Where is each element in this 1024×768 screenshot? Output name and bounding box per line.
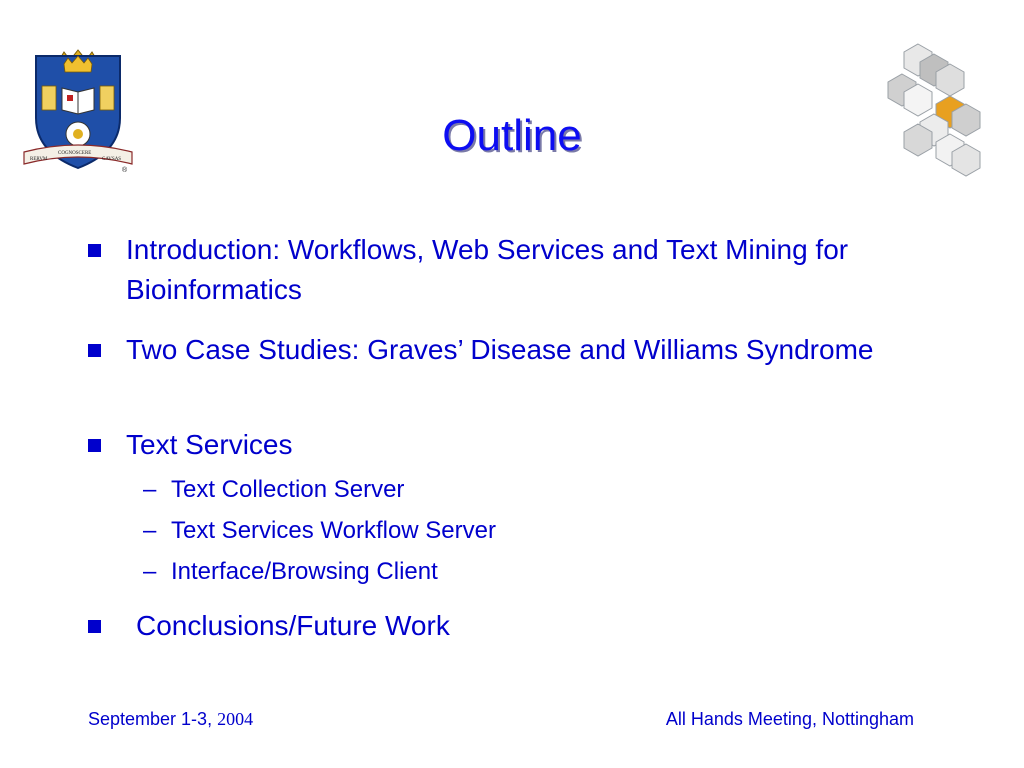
footer-date-text: September 1-3,	[88, 709, 218, 729]
square-bullet-icon	[88, 244, 101, 257]
sheaf-icon-left	[42, 86, 56, 110]
sub-bullet-text: Text Collection Server	[171, 476, 405, 503]
sub-bullet-item	[143, 556, 843, 588]
motto-middle: COGNOSCERE	[58, 151, 92, 156]
registered-mark: ®	[122, 167, 128, 174]
bullet-item	[88, 230, 888, 310]
bullet-text: Introduction: Workflows, Web Services and Text Mining for Bioinformatics	[126, 234, 849, 305]
sub-bullet-item	[143, 474, 843, 506]
square-bullet-icon	[88, 620, 101, 633]
bullet-text: Text Services	[126, 429, 293, 460]
footer-event: All Hands Meeting, Nottingham	[665, 709, 914, 729]
motto-right: CAVSAS	[102, 157, 122, 162]
bullet-text: Conclusions/Future Work	[136, 610, 450, 641]
bullet-item	[88, 425, 888, 465]
square-bullet-icon	[88, 439, 101, 452]
dash-marker: –	[143, 476, 157, 503]
sheaf-icon-right	[100, 86, 114, 110]
bullet-text: Two Case Studies: Graves’ Disease and Williams Syndrome	[126, 334, 874, 365]
dash-marker: –	[143, 517, 157, 544]
dash-marker: –	[143, 558, 157, 585]
slide-title: Outline	[442, 111, 582, 160]
sub-bullet-text: Text Services Workflow Server	[171, 517, 496, 544]
sub-bullet-item	[143, 515, 843, 547]
sub-bullet-text: Interface/Browsing Client	[171, 558, 438, 585]
bullet-item	[88, 330, 888, 370]
square-bullet-icon	[88, 344, 101, 357]
footer-date	[88, 706, 253, 732]
bullet-item	[88, 606, 888, 646]
footer-date-year: 2004	[217, 709, 254, 729]
crown-icon-top	[64, 56, 92, 72]
motto-left: RERVM	[30, 157, 48, 162]
